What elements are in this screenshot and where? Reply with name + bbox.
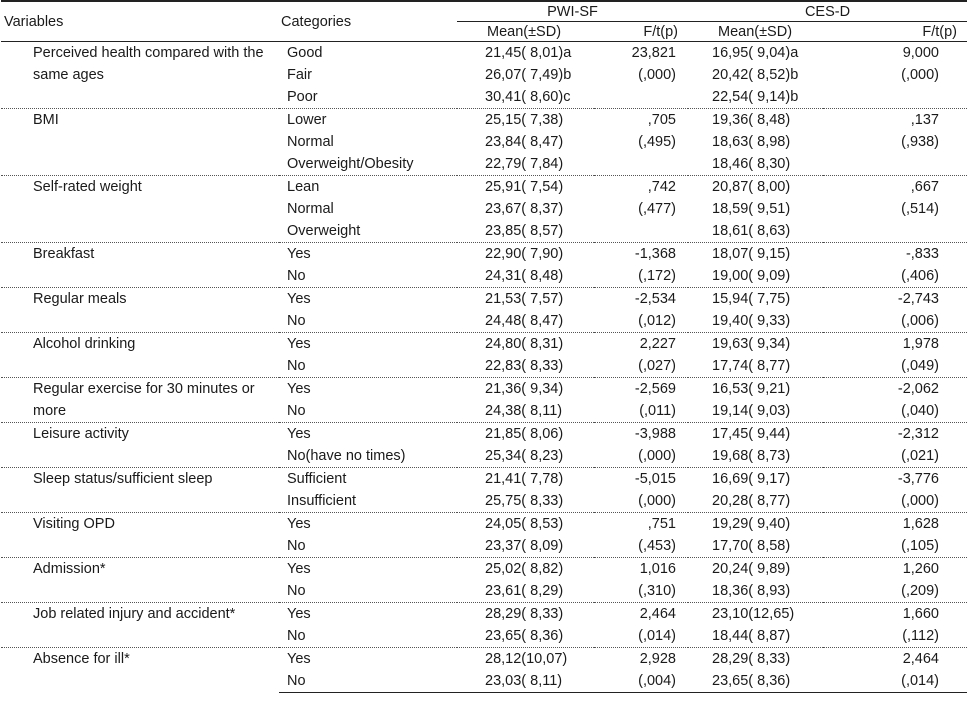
variable-label: Job related injury and accident* (1, 603, 279, 648)
header-pwi-ftp: F/t(p) (594, 22, 688, 42)
category-cell: Sufficient (279, 468, 457, 491)
cesd-ftp-cell: ,667 (823, 176, 967, 199)
pwi-mean-cell: 21,53( 7,57) (457, 288, 594, 311)
pwi-mean-cell: 23,84( 8,47) (485, 134, 564, 150)
cesd-mean-cell: 18,61( 8,63) (712, 223, 791, 239)
pwi-mean-cell: 22,83( 8,33) (485, 358, 564, 374)
pwi-mean-cell: 23,03( 8,11) (457, 670, 594, 693)
table-row (1, 42, 967, 65)
pwi-mean-cell: 30,41( 8,60)c (485, 89, 571, 105)
pwi-mean-cell: 21,85( 8,06) (457, 423, 594, 446)
pwi-mean-cell: 21,45( 8,01)a (485, 45, 572, 61)
table-row (1, 558, 967, 581)
category-cell: Yes (279, 423, 457, 446)
cesd-ftp-cell (823, 153, 967, 176)
pwi-ftp-cell: (,310) (638, 583, 676, 599)
category-cell: Overweight/Obesity (287, 156, 414, 172)
pwi-ftp-cell: (,012) (638, 313, 676, 329)
header-categories: Categories (279, 1, 457, 42)
pwi-ftp-cell (594, 153, 688, 176)
pwi-ftp-cell: (,453) (638, 538, 676, 554)
cesd-ftp-cell: (,014) (823, 670, 967, 693)
cesd-ftp-cell (823, 220, 967, 243)
pwi-ftp-cell: 1,016 (594, 558, 688, 581)
cesd-mean-cell: 17,45( 9,44) (688, 423, 823, 446)
pwi-ftp-cell: 2,227 (594, 333, 688, 356)
pwi-mean-cell: 26,07( 7,49)b (485, 67, 572, 83)
table-row (1, 243, 967, 266)
cesd-mean-cell: 18,46( 8,30) (712, 156, 791, 172)
header-pwi-mean: Mean(±SD) (457, 22, 594, 42)
cesd-mean-cell: 16,69( 9,17) (688, 468, 823, 491)
pwi-ftp-cell (594, 86, 688, 109)
pwi-ftp-cell: ,742 (594, 176, 688, 199)
cesd-mean-cell: 23,10(12,65) (688, 603, 823, 626)
variable-label: BMI (1, 109, 279, 176)
cesd-mean-cell: 18,59( 9,51) (712, 201, 791, 217)
category-cell: No (287, 403, 306, 419)
category-cell: Yes (279, 648, 457, 671)
header-ces-d: CES-D (688, 1, 967, 22)
cesd-ftp-cell: (,000) (901, 493, 939, 509)
pwi-mean-cell: 24,38( 8,11) (485, 403, 563, 419)
cesd-mean-cell: 18,07( 9,15) (688, 243, 823, 266)
cesd-ftp-cell: 1,260 (823, 558, 967, 581)
pwi-ftp-cell: -3,988 (594, 423, 688, 446)
cesd-ftp-cell: (,006) (901, 313, 939, 329)
cesd-ftp-cell: (,021) (901, 448, 939, 464)
category-cell: No (287, 628, 306, 644)
pwi-mean-cell: 24,80( 8,31) (457, 333, 594, 356)
pwi-ftp-cell: -2,534 (594, 288, 688, 311)
category-cell: No(have no times) (287, 448, 406, 464)
variable-label: Regular meals (1, 288, 279, 333)
cesd-ftp-cell: 1,660 (823, 603, 967, 626)
cesd-mean-cell: 20,24( 9,89) (688, 558, 823, 581)
pwi-ftp-cell: ,751 (594, 513, 688, 536)
cesd-mean-cell: 15,94( 7,75) (688, 288, 823, 311)
category-cell: No (279, 670, 457, 693)
table-row (1, 423, 967, 446)
category-cell: Yes (279, 243, 457, 266)
cesd-mean-cell: 19,63( 9,34) (688, 333, 823, 356)
category-cell: Yes (279, 378, 457, 401)
cesd-ftp-cell: 1,628 (823, 513, 967, 536)
cesd-ftp-cell: ,137 (823, 109, 967, 132)
pwi-ftp-cell: (,000) (638, 448, 676, 464)
header-variables: Variables (1, 1, 279, 42)
cesd-ftp-cell: -2,312 (823, 423, 967, 446)
pwi-mean-cell: 28,12(10,07) (457, 648, 594, 671)
pwi-mean-cell: 21,41( 7,78) (457, 468, 594, 491)
cesd-mean-cell: 20,87( 8,00) (688, 176, 823, 199)
pwi-ftp-cell: 2,464 (594, 603, 688, 626)
pwi-ftp-cell: (,027) (638, 358, 676, 374)
table-row (1, 513, 967, 536)
table-row (1, 176, 967, 199)
pwi-mean-cell: 25,15( 7,38) (457, 109, 594, 132)
pwi-ftp-cell: (,011) (639, 403, 676, 419)
pwi-ftp-cell: (,004) (594, 670, 688, 693)
cesd-mean-cell: 23,65( 8,36) (688, 670, 823, 693)
cesd-mean-cell: 16,53( 9,21) (688, 378, 823, 401)
cesd-ftp-cell: (,938) (901, 134, 939, 150)
pwi-mean-cell: 24,05( 8,53) (457, 513, 594, 536)
cesd-ftp-cell: -2,062 (823, 378, 967, 401)
cesd-mean-cell: 19,68( 8,73) (712, 448, 791, 464)
category-cell: No (287, 313, 306, 329)
pwi-ftp-cell: -1,368 (594, 243, 688, 266)
cesd-mean-cell: 19,40( 9,33) (712, 313, 791, 329)
pwi-ftp-cell: -2,569 (594, 378, 688, 401)
table-row (1, 648, 967, 671)
cesd-ftp-cell (823, 86, 967, 109)
category-cell: Yes (279, 333, 457, 356)
category-cell: Fair (287, 67, 312, 83)
pwi-ftp-cell: (,014) (638, 628, 676, 644)
category-cell: No (287, 538, 306, 554)
cesd-mean-cell: 18,44( 8,87) (712, 628, 791, 644)
results-table (1, 0, 967, 693)
pwi-mean-cell: 25,91( 7,54) (457, 176, 594, 199)
cesd-mean-cell: 20,28( 8,77) (712, 493, 791, 509)
cesd-mean-cell: 18,63( 8,98) (712, 134, 791, 150)
category-cell: Insufficient (287, 493, 357, 509)
cesd-ftp-cell: (,049) (901, 358, 939, 374)
cesd-ftp-cell: (,514) (901, 201, 939, 217)
pwi-ftp-cell (594, 220, 688, 243)
pwi-ftp-cell: (,477) (638, 201, 676, 217)
cesd-ftp-cell: 1,978 (823, 333, 967, 356)
table-row (1, 468, 967, 491)
cesd-ftp-cell: -2,743 (823, 288, 967, 311)
pwi-mean-cell: 23,37( 8,09) (485, 538, 564, 554)
variable-label: Visiting OPD (1, 513, 279, 558)
category-cell: Yes (279, 513, 457, 536)
pwi-mean-cell: 22,90( 7,90) (457, 243, 594, 266)
variable-label: Regular exercise for 30 minutes or more (1, 378, 279, 423)
header-cesd-ftp: F/t(p) (823, 22, 967, 42)
variable-label: Leisure activity (1, 423, 279, 468)
table-row (1, 333, 967, 356)
cesd-mean-cell: 17,74( 8,77) (712, 358, 791, 374)
cesd-mean-cell: 18,36( 8,93) (712, 583, 791, 599)
cesd-ftp-cell: (,209) (901, 583, 939, 599)
pwi-mean-cell: 23,65( 8,36) (485, 628, 564, 644)
cesd-mean-cell: 19,36( 8,48) (688, 109, 823, 132)
cesd-ftp-cell: (,112) (902, 628, 939, 644)
table-row (1, 603, 967, 626)
cesd-ftp-cell: (,000) (901, 67, 939, 83)
category-cell: Yes (279, 288, 457, 311)
pwi-ftp-cell: ,705 (594, 109, 688, 132)
cesd-mean-cell: 22,54( 9,14)b (712, 89, 799, 105)
table-header (1, 1, 967, 42)
pwi-ftp-cell: (,000) (638, 493, 676, 509)
header-pwi-sf: PWI-SF (457, 1, 688, 22)
table-row (1, 378, 967, 401)
cesd-mean-cell: 19,00( 9,09) (712, 268, 791, 284)
table-body (1, 42, 967, 693)
pwi-mean-cell: 23,67( 8,37) (485, 201, 564, 217)
category-cell: Yes (279, 558, 457, 581)
cesd-mean-cell: 19,29( 9,40) (688, 513, 823, 536)
category-cell: Good (287, 45, 323, 61)
variable-label: Absence for ill* (1, 648, 279, 693)
pwi-mean-cell: 25,75( 8,33) (485, 493, 564, 509)
variable-label: Sleep status/sufficient sleep (1, 468, 279, 513)
category-cell: Normal (287, 134, 334, 150)
category-cell: Lean (279, 176, 457, 199)
pwi-ftp-cell: (,172) (638, 268, 676, 284)
cesd-mean-cell: 16,95( 9,04)a (712, 45, 799, 61)
pwi-mean-cell: 28,29( 8,33) (457, 603, 594, 626)
cesd-ftp-cell: -3,776 (823, 468, 967, 491)
pwi-mean-cell: 23,61( 8,29) (485, 583, 564, 599)
cesd-mean-cell: 20,42( 8,52)b (712, 67, 799, 83)
variable-label: Perceived health compared with the same ages (33, 45, 264, 83)
variable-label: Breakfast (1, 243, 279, 288)
category-cell: No (287, 358, 306, 374)
category-cell: Overweight (287, 223, 361, 239)
pwi-mean-cell: 21,36( 9,34) (457, 378, 594, 401)
pwi-mean-cell: 24,48( 8,47) (485, 313, 564, 329)
pwi-ftp-cell: (,000) (638, 67, 676, 83)
table-row (1, 109, 967, 132)
cesd-ftp-cell: (,406) (901, 268, 939, 284)
cesd-mean-cell: 28,29( 8,33) (688, 648, 823, 671)
variable-label: Self-rated weight (1, 176, 279, 243)
table-row (1, 288, 967, 311)
pwi-ftp-cell: 23,821 (631, 45, 676, 61)
cesd-mean-cell: 19,14( 9,03) (712, 403, 791, 419)
variable-label: Alcohol drinking (1, 333, 279, 378)
pwi-mean-cell: 22,79( 7,84) (485, 156, 564, 172)
cesd-ftp-cell: (,040) (901, 403, 939, 419)
category-cell: No (287, 268, 306, 284)
variable-label: Admission* (1, 558, 279, 603)
pwi-ftp-cell: (,495) (638, 134, 676, 150)
category-cell: Lower (279, 109, 457, 132)
category-cell: Normal (287, 201, 334, 217)
category-cell: Poor (287, 89, 318, 105)
category-cell: Yes (279, 603, 457, 626)
pwi-mean-cell: 24,31( 8,48) (485, 268, 564, 284)
cesd-ftp-cell: -,833 (823, 243, 967, 266)
cesd-ftp-cell: (,105) (901, 538, 939, 554)
category-cell: No (287, 583, 306, 599)
cesd-mean-cell: 17,70( 8,58) (712, 538, 791, 554)
pwi-mean-cell: 23,85( 8,57) (485, 223, 564, 239)
header-cesd-mean: Mean(±SD) (688, 22, 823, 42)
pwi-mean-cell: 25,34( 8,23) (485, 448, 564, 464)
pwi-ftp-cell: -5,015 (594, 468, 688, 491)
pwi-mean-cell: 25,02( 8,82) (457, 558, 594, 581)
cesd-ftp-cell: 2,464 (823, 648, 967, 671)
cesd-ftp-cell: 9,000 (902, 45, 939, 61)
pwi-ftp-cell: 2,928 (594, 648, 688, 671)
